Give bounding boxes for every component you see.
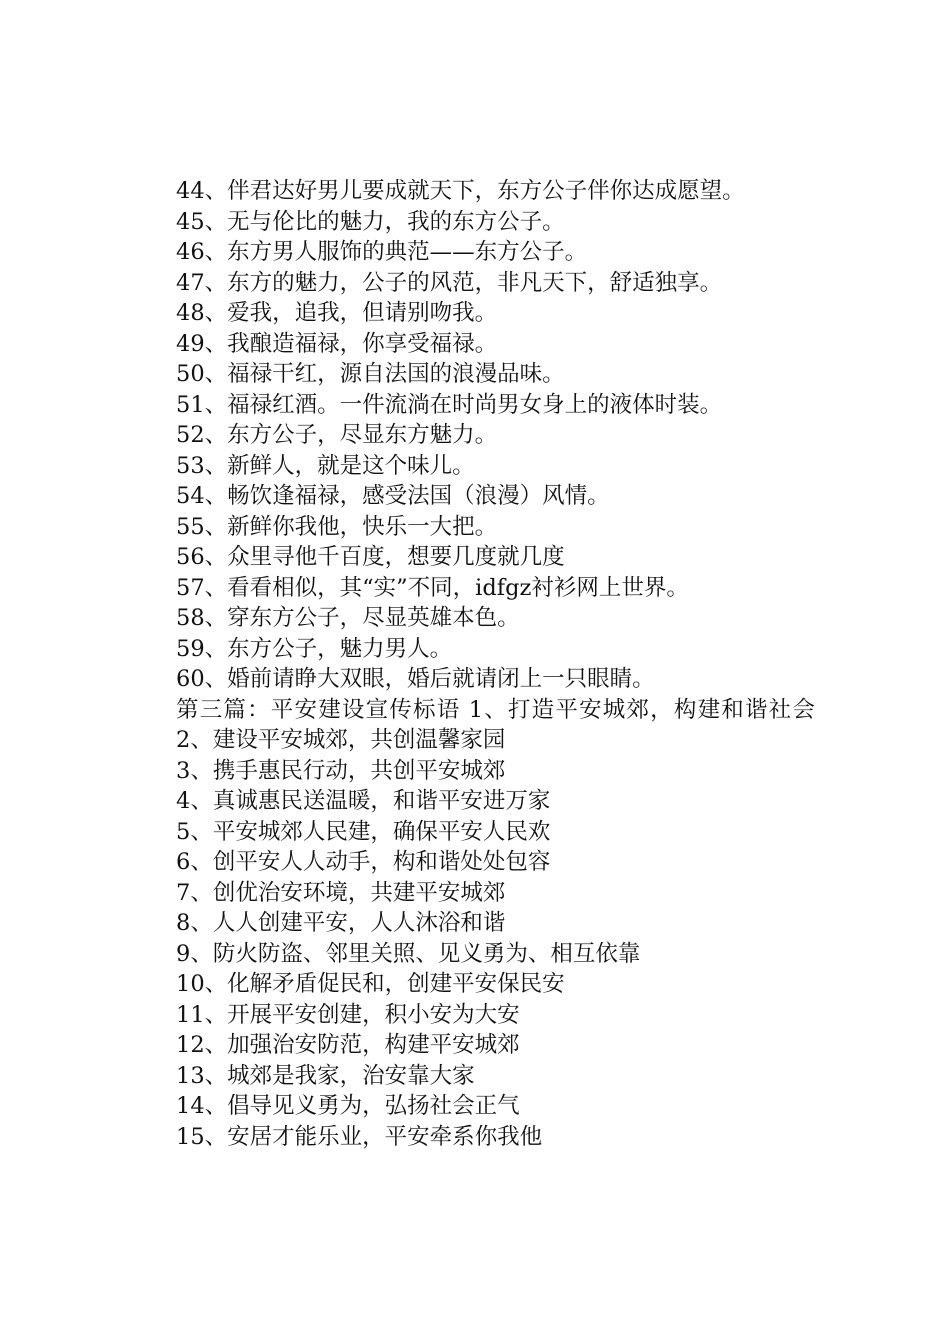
- list-item: 53、新鲜人，就是这个味儿。: [176, 452, 475, 479]
- list-item: 48、爱我，追我，但请别吻我。: [176, 300, 498, 326]
- list-item: 57、看看相似，其“实”不同，idfgz衬衫网上世界。: [176, 574, 689, 601]
- list-item: 10、化解矛盾促民和，创建平安保民安: [176, 971, 565, 997]
- list-item: 5、平安城郊人民建，确保平安人民欢: [176, 818, 551, 845]
- document-body: [130, 176, 835, 1152]
- list-item: 2、建设平安城郊，共创温馨家园: [176, 727, 506, 753]
- list-item: 14、倡导见义勇为，弘扬社会正气: [176, 1093, 520, 1119]
- section-heading: 第三篇：平安建设宣传标语 1、打造平安城郊，构建和谐社会: [176, 696, 817, 723]
- list-item: 15、安居才能乐业，平安牵系你我他: [176, 1123, 543, 1150]
- list-item: 3、携手惠民行动，共创平安城郊: [176, 757, 506, 784]
- list-item: 8、人人创建平安，人人沐浴和谐: [176, 910, 506, 936]
- list-item: 60、婚前请睁大双眼，婚后就请闭上一只眼睛。: [176, 666, 655, 692]
- list-item: 11、开展平安创建，积小安为大安: [176, 1001, 520, 1028]
- list-item: 58、穿东方公子，尽显英雄本色。: [176, 605, 520, 631]
- list-item: 52、东方公子，尽显东方魅力。: [176, 422, 498, 448]
- list-item: 51、福禄红酒。一件流淌在时尚男女身上的液体时装。: [176, 391, 723, 418]
- list-item: 13、城郊是我家，治安靠大家: [176, 1062, 475, 1089]
- list-item: 4、真诚惠民送温暖，和谐平安进万家: [176, 788, 551, 814]
- list-item: 49、我酿造福禄，你享受福禄。: [176, 330, 498, 357]
- list-item: 59、东方公子，魅力男人。: [176, 635, 453, 662]
- list-item: 9、防火防盗、邻里关照、见义勇为、相互依靠: [176, 940, 641, 967]
- list-item: 45、无与伦比的魅力，我的东方公子。: [176, 208, 565, 235]
- list-item: 54、畅饮逢福禄，感受法国（浪漫）风情。: [176, 483, 610, 509]
- list-item: 50、福禄干红，源自法国的浪漫品味。: [176, 361, 565, 387]
- list-item: 44、伴君达好男儿要成就天下，东方公子伴你达成愿望。: [176, 178, 745, 204]
- list-item: 47、东方的魅力，公子的风范，非凡天下，舒适独享。: [176, 269, 723, 296]
- list-item: 55、新鲜你我他，快乐一大把。: [176, 513, 498, 540]
- list-item: 12、加强治安防范，构建平安城郊: [176, 1032, 520, 1058]
- list-item: 56、众里寻他千百度，想要几度就几度: [176, 544, 565, 570]
- list-item: 6、创平安人人动手，构和谐处处包容: [176, 849, 551, 875]
- list-item: 46、东方男人服饰的典范——东方公子。: [176, 239, 588, 265]
- list-item: 7、创优治安环境，共建平安城郊: [176, 879, 506, 906]
